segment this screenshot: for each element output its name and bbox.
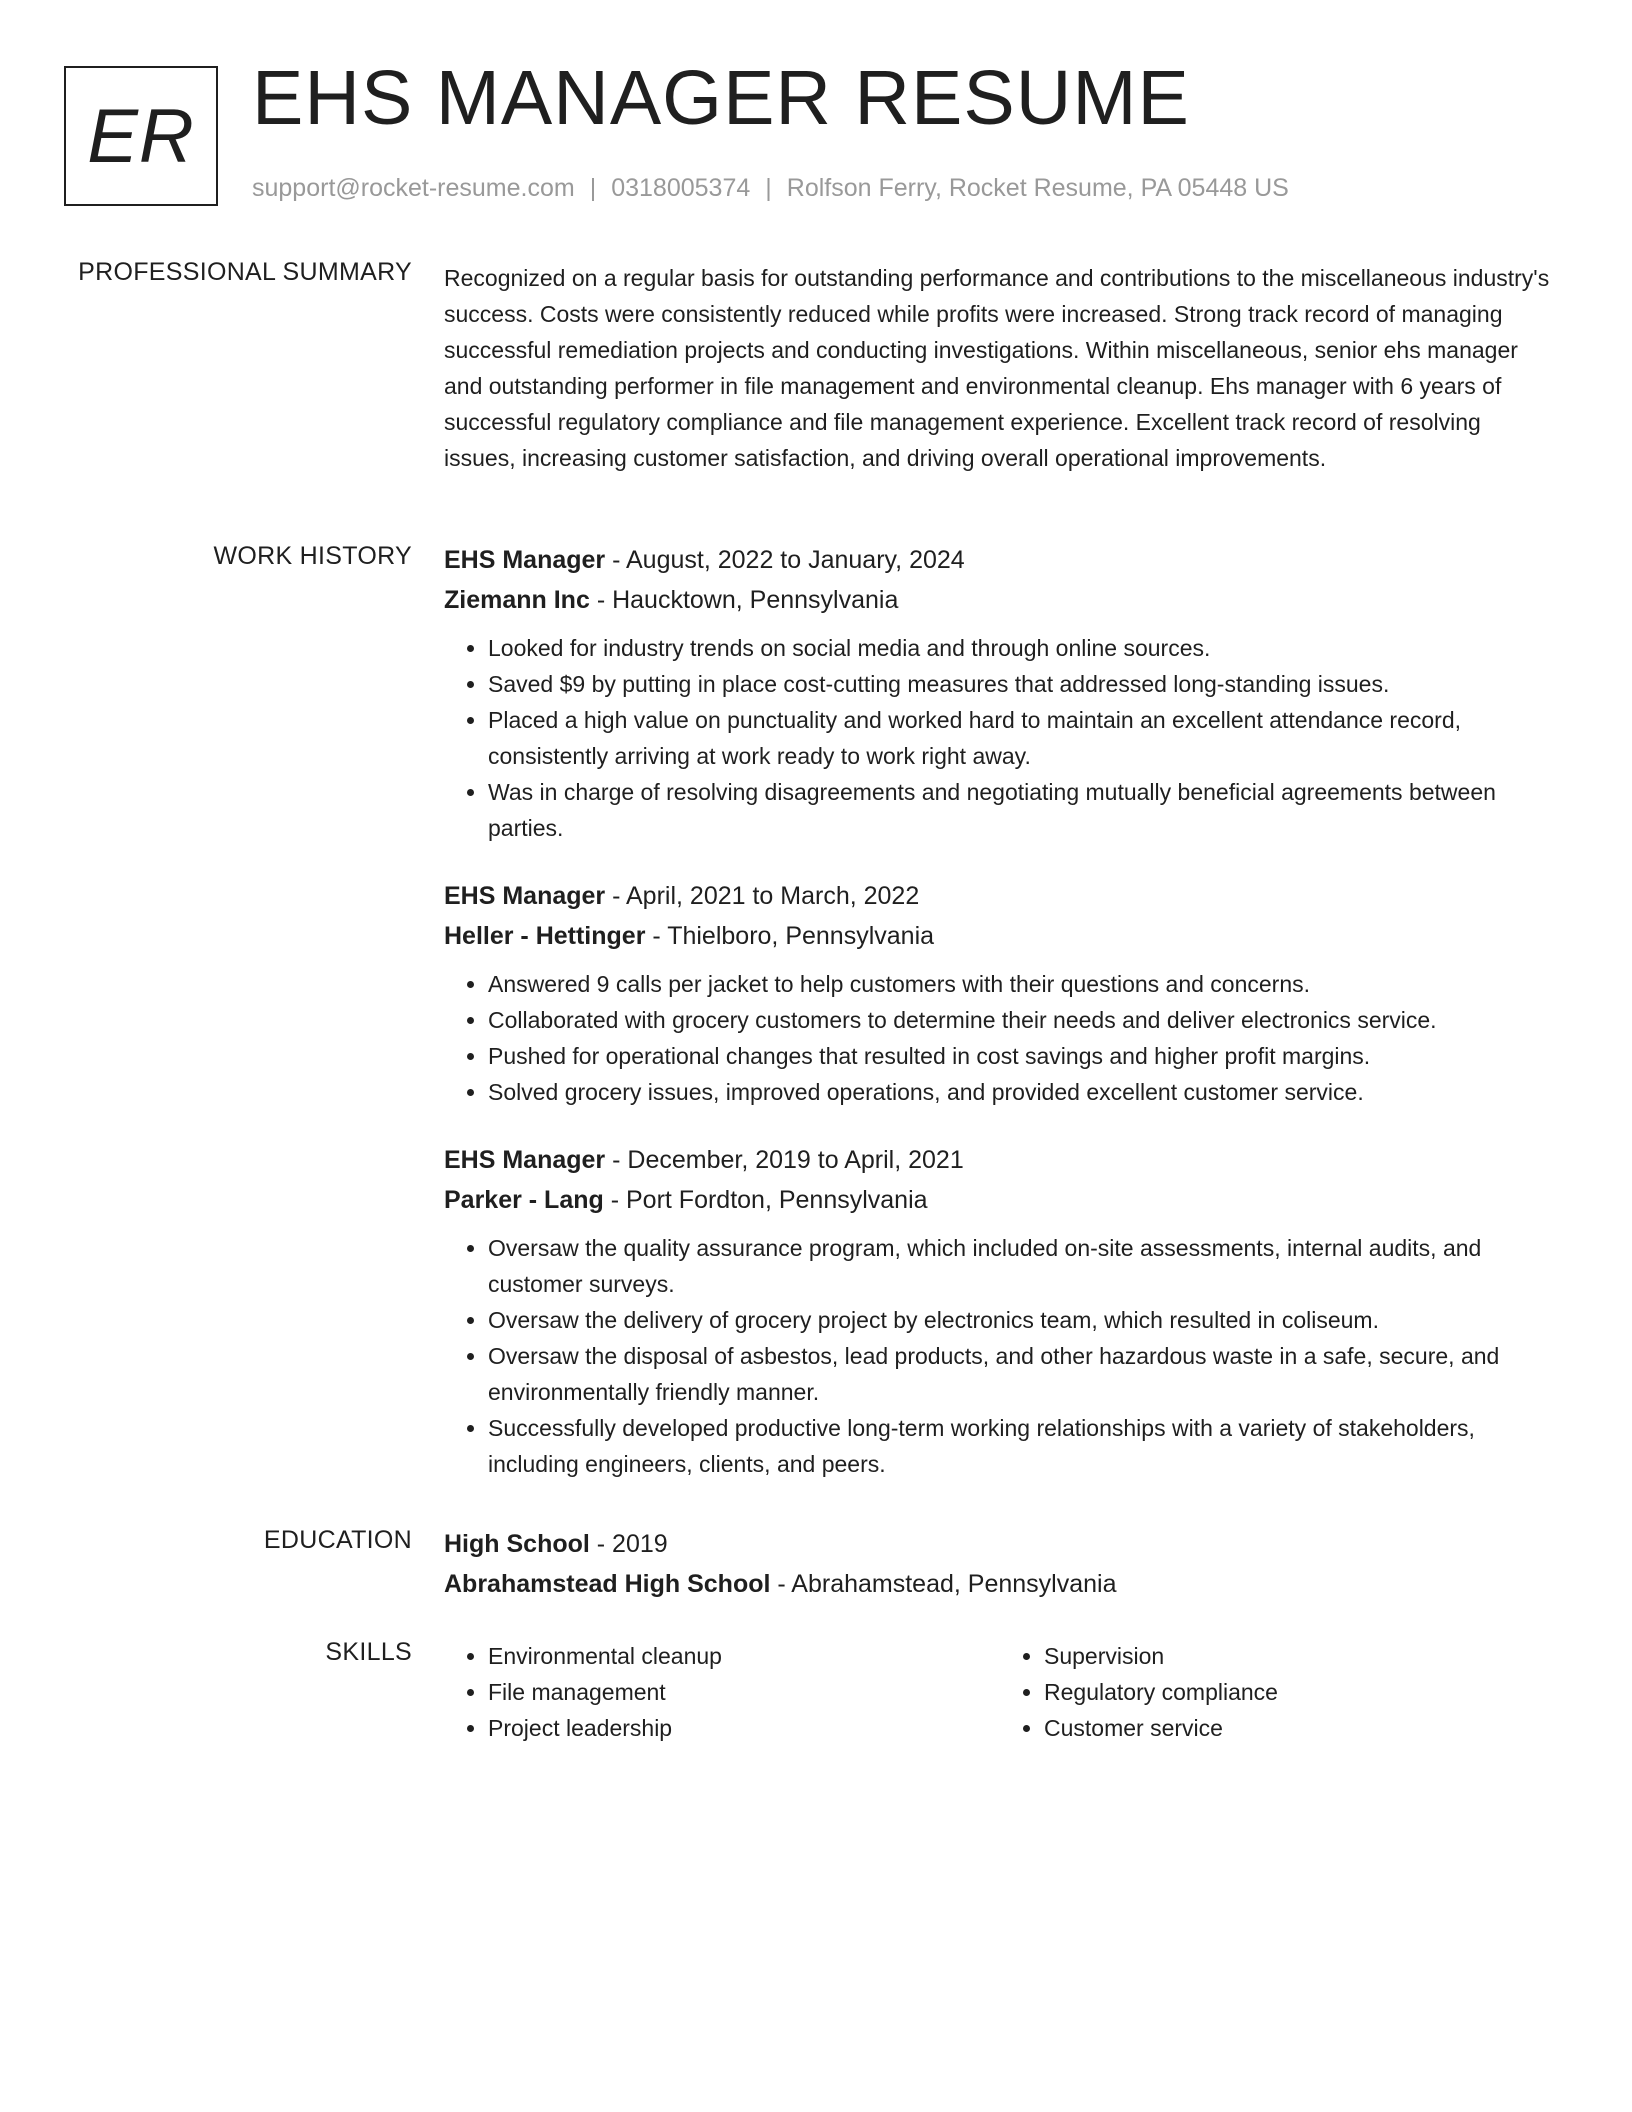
education-degree-line (444, 1524, 1556, 1564)
job-location: - Thielboro, Pennsylvania (645, 922, 935, 950)
job-title: EHS Manager (444, 546, 606, 574)
job-dates: - August, 2022 to January, 2024 (605, 546, 965, 574)
job-title-line (444, 540, 1556, 580)
education-school: Abrahamstead High School (444, 1570, 771, 1598)
section-label: PROFESSIONAL SUMMARY (78, 258, 412, 286)
education-school-line (444, 1564, 1556, 1604)
list-item: • Solved grocery issues, improved operations, and provided excellent customer service. (488, 1074, 1556, 1110)
monogram-logo: ER (64, 66, 218, 206)
job-entry (444, 1140, 1556, 1482)
list-item: • Was in charge of resolving disagreements and negotiating mutually beneficial agreements between parties. (488, 774, 1556, 846)
job-company: Heller - Hettinger (444, 922, 646, 950)
job-title-line (444, 1140, 1556, 1180)
section-body (444, 1524, 1556, 1604)
contact-phone[interactable]: 0318005374 (611, 174, 751, 202)
skill-item: • Supervision (1044, 1638, 1556, 1674)
section-label: WORK HISTORY (213, 542, 412, 570)
job-bullets (444, 966, 1556, 1110)
job-company-line (444, 1180, 1556, 1220)
job-company-line (444, 580, 1556, 620)
skills-columns (444, 1638, 1556, 1746)
list-item: • Looked for industry trends on social media and through online sources. (488, 630, 1556, 666)
skills-list-left (444, 1638, 1000, 1746)
job-location: - Haucktown, Pennsylvania (589, 586, 899, 614)
summary-text: Recognized on a regular basis for outstanding performance and contributions to the miscellaneous industry's success. Costs were consistently reduced while profits were increased. Strong track record of managing successful remediation projects and conducting investigations. Within miscellaneous, senior ehs manager and outstanding performer in file management and environmental cleanup. Ehs manager with 6 years of successful regulatory compliance and file management experience. Excellent track record of resolving issues, increasing customer satisfaction, and driving overall operational improvements. (444, 265, 1550, 471)
list-item: • Collaborated with grocery customers to determine their needs and deliver electronics service. (488, 1002, 1556, 1038)
education-location: - Abrahamstead, Pennsylvania (770, 1570, 1117, 1598)
job-company: Ziemann Inc (444, 586, 590, 614)
job-dates: - April, 2021 to March, 2022 (605, 882, 920, 910)
job-dates: - December, 2019 to April, 2021 (605, 1146, 964, 1174)
job-location: - Port Fordton, Pennsylvania (603, 1186, 928, 1214)
job-title: EHS Manager (444, 1146, 606, 1174)
contact-line (252, 174, 1289, 203)
job-bullets (444, 630, 1556, 846)
list-item: • Oversaw the disposal of asbestos, lead products, and other hazardous waste in a safe, secure, and environmentally friendly manner. (488, 1338, 1556, 1410)
skill-item: • Customer service (1044, 1710, 1556, 1746)
job-entry (444, 876, 1556, 1110)
job-title: EHS Manager (444, 882, 606, 910)
section-label: EDUCATION (263, 1526, 412, 1554)
section-label: SKILLS (325, 1638, 412, 1666)
section-body (444, 260, 1556, 476)
skill-item: • Regulatory compliance (1044, 1674, 1556, 1710)
education-degree: High School (444, 1530, 590, 1558)
contact-email[interactable]: support@rocket-resume.com (252, 174, 575, 202)
list-item: • Saved $9 by putting in place cost-cutting measures that addressed long-standing issues. (488, 666, 1556, 702)
contact-separator: | (589, 174, 597, 202)
skill-item: • File management (488, 1674, 1000, 1710)
list-item: • Answered 9 calls per jacket to help customers with their questions and concerns. (488, 966, 1556, 1002)
skills-list-right (1000, 1638, 1556, 1746)
list-item: • Oversaw the delivery of grocery project by electronics team, which resulted in coliseum. (488, 1302, 1556, 1338)
list-item: • Oversaw the quality assurance program, which included on-site assessments, internal audits, and customer surveys. (488, 1230, 1556, 1302)
section-body (444, 540, 1556, 1512)
education-year: - 2019 (589, 1530, 668, 1558)
job-company: Parker - Lang (444, 1186, 604, 1214)
skill-item: • Environmental cleanup (488, 1638, 1000, 1674)
section-body (444, 1638, 1556, 1746)
job-title-line (444, 876, 1556, 916)
list-item: • Successfully developed productive long-term working relationships with a variety of stakeholders, including engineers, clients, and peers. (488, 1410, 1556, 1482)
contact-address: Rolfson Ferry, Rocket Resume, PA 05448 US (786, 174, 1289, 202)
job-bullets (444, 1230, 1556, 1482)
job-company-line (444, 916, 1556, 956)
contact-separator: | (765, 174, 772, 202)
list-item: • Placed a high value on punctuality and worked hard to maintain an excellent attendance record, consistently arriving at work ready to work right away. (488, 702, 1556, 774)
resume-title: EHS MANAGER RESUME (252, 55, 1190, 141)
skill-item: • Project leadership (488, 1710, 1000, 1746)
job-entry (444, 540, 1556, 846)
list-item: • Pushed for operational changes that resulted in cost savings and higher profit margins. (488, 1038, 1556, 1074)
